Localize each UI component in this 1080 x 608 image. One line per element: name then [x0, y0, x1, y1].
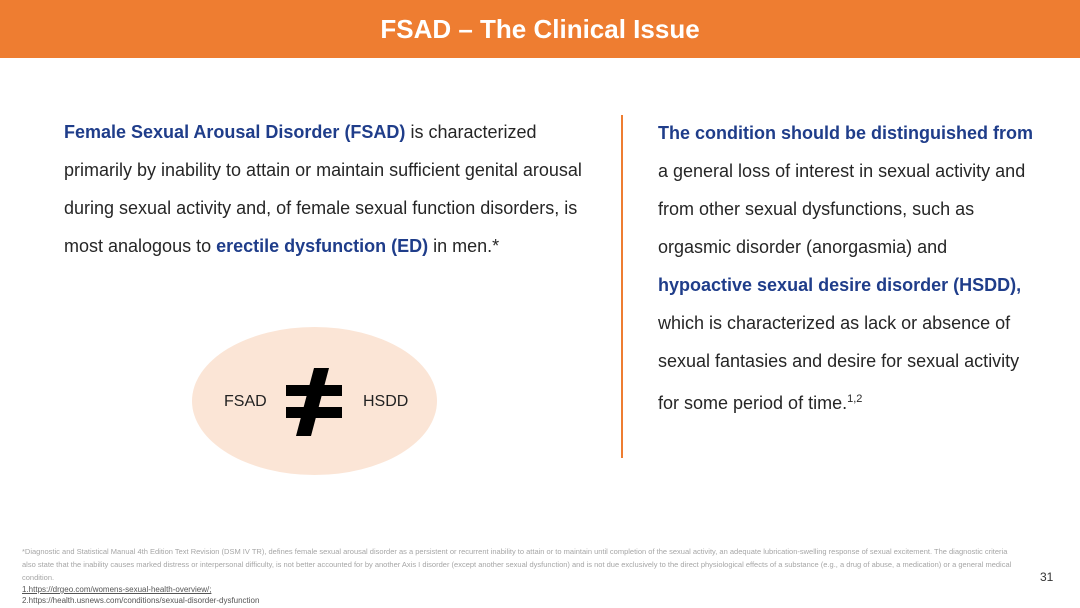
text: in men.*: [428, 236, 500, 256]
left-paragraph: [64, 113, 594, 265]
hsdd-label: HSDD: [363, 393, 409, 410]
footnote: *Diagnostic and Statistical Manual 4th Edition Text Revision (DSM IV TR), defines female sexual arousal disorder as a persistent or recurrent inability to attain or to maintain until completion of the sexual activity, an adequate lubrication-swelling response of sexual excitement. The diagnostic criteria also state that the inability causes marked distress or interpersonal difficulty, is not better accounted for by another Axis I disorder (except another sexual dysfunction) and is not due exclusively to the direct physiological effects of a substance (e.g., a drug of abuse, a medication) or a general medical condition.: [22, 547, 1012, 582]
text: a general loss of interest in sexual activity and from other sexual dysfunctions, such as orgasmic disorder (anorgasmia) and: [658, 161, 1026, 257]
title-bar: [0, 0, 1080, 58]
hsdd-term: hypoactive sexual desire disorder (HSDD),: [658, 275, 1022, 295]
text: is characterized primarily by inability to attain or maintain sufficient genital arousal during sexual activity and, of female sexual function disorders, is most analogous to: [64, 122, 582, 256]
text: which is characterized as lack or absence of sexual fantasies and desire for sexual activity for some period of time.: [658, 313, 1020, 413]
fsad-term: Female Sexual Arousal Disorder (FSAD): [64, 122, 406, 142]
references: [22, 584, 259, 606]
right-paragraph: [658, 114, 1038, 422]
distinguish-term: The condition should be distinguished from: [658, 123, 1033, 143]
reference-link-1[interactable]: 1.https://drgeo.com/womens-sexual-health-overview/;: [22, 585, 212, 594]
reference-2: 2.https://health.usnews.com/conditions/sexual-disorder-dysfunction: [22, 596, 260, 605]
divider: [621, 115, 623, 458]
fsad-label: FSAD: [224, 393, 267, 410]
citation: 1,2: [847, 393, 863, 405]
slide-title: FSAD – The Clinical Issue: [380, 13, 700, 44]
page-number: 31: [1040, 570, 1054, 584]
ed-term: erectile dysfunction (ED): [216, 236, 429, 256]
not-equal-icon: [284, 368, 344, 436]
